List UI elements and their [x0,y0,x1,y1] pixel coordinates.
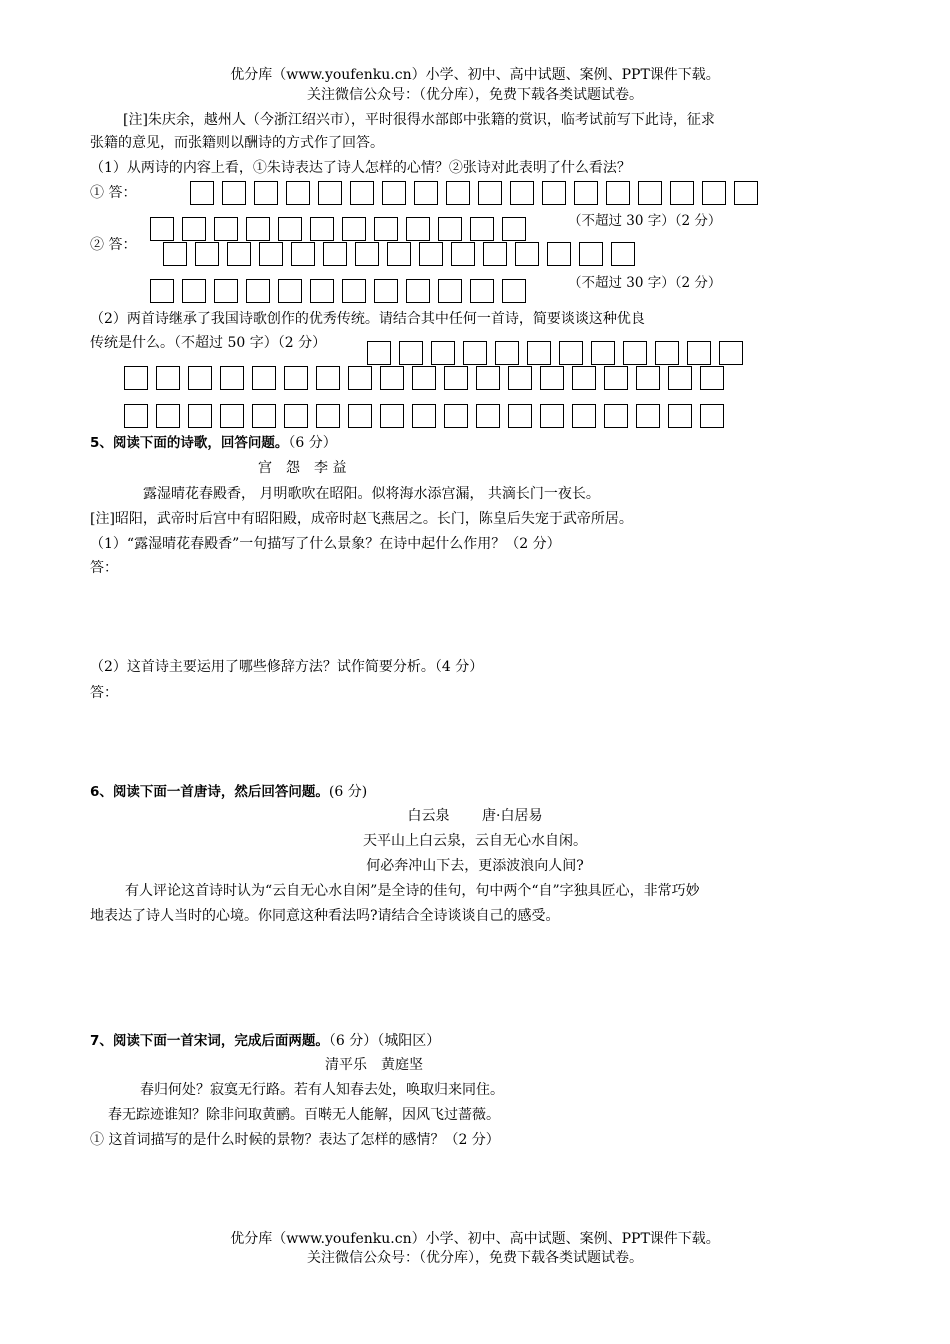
answer-cell[interactable] [227,242,251,266]
answer-cell[interactable] [438,279,462,303]
answer-cell[interactable] [246,217,270,241]
answer-cell[interactable] [188,404,212,428]
answer-cell[interactable] [604,404,628,428]
answer-grid-row[interactable] [124,366,724,390]
q6-poem-title: 白云泉 唐·白居易 [407,808,543,824]
answer-cell[interactable] [156,366,180,390]
answer-cell[interactable] [470,217,494,241]
answer-cell[interactable] [252,404,276,428]
answer-cell[interactable] [355,242,379,266]
answer-cell[interactable] [284,404,308,428]
header-line-2: 关注微信公众号：（优分库），免费下载各类试题试卷。 [307,87,643,103]
answer-cell[interactable] [438,217,462,241]
answer-cell[interactable] [182,217,206,241]
answer-cell[interactable] [446,181,470,205]
answer-cell[interactable] [252,366,276,390]
answer-cell[interactable] [316,366,340,390]
answer-cell[interactable] [470,279,494,303]
answer-cell[interactable] [527,341,551,365]
answer-cell[interactable] [444,366,468,390]
answer-cell[interactable] [476,404,500,428]
q7-poem-line-2: 春无踪迹谁知？除非问取黄鹂。百啭无人能解，因风飞过蔷薇。 [108,1107,500,1123]
answer-cell[interactable] [476,366,500,390]
answer-cell[interactable] [374,279,398,303]
q5-answer-2-label: 答： [90,685,118,701]
q6-score: (6 分) [328,784,368,800]
answer-cell[interactable] [700,366,724,390]
footer-line-1: 优分库（www.youfenku.cn）小学、初中、高中试题、案例、PPT课件下载。 [230,1231,720,1247]
q4-answer-1-limit: （不超过 30 字）（2 分） [568,213,722,229]
q5-answer-1-label: 答： [90,560,118,576]
answer-cell[interactable] [572,404,596,428]
answer-grid-row[interactable] [190,181,758,205]
answer-cell[interactable] [406,217,430,241]
answer-cell[interactable] [495,341,519,365]
answer-cell[interactable] [611,242,635,266]
answer-cell[interactable] [419,242,443,266]
answer-cell[interactable] [246,279,270,303]
answer-grid-row[interactable] [124,404,724,428]
answer-cell[interactable] [502,279,526,303]
q6-title: 6、阅读下面一首唐诗，然后回答问题。 [90,784,329,800]
q6-heading [90,782,367,802]
q6-poem-line-2: 何必奔冲山下去，更添波浪向人间? [366,858,584,874]
answer-cell[interactable] [444,404,468,428]
q7-poem-title: 清平乐 黄庭坚 [325,1057,423,1073]
answer-cell[interactable] [380,366,404,390]
answer-cell[interactable] [719,341,743,365]
q4-note-line-1: [注]朱庆余，越州人（今浙江绍兴市），平时很得水部郎中张籍的赏识，临考试前写下此诗，征求 [123,112,715,128]
answer-grid-row[interactable] [163,242,635,266]
answer-cell[interactable] [508,366,532,390]
answer-cell[interactable] [399,341,423,365]
answer-cell[interactable] [150,279,174,303]
q5-score: （6 分） [288,435,337,451]
q6-prompt-line-1: 有人评论这首诗时认为“云自无心水自闲”是全诗的佳句，句中两个“自”字独具匠心，非常巧妙 [125,883,700,899]
answer-cell[interactable] [323,242,347,266]
q5-note: [注]昭阳，武帝时后宫中有昭阳殿，成帝时赵飞燕居之。长门，陈皇后失宠于武帝所居。 [90,511,633,527]
answer-cell[interactable] [547,242,571,266]
q4-note-line-2: 张籍的意见，而张籍则以酬诗的方式作了回答。 [90,135,384,151]
answer-cell[interactable] [348,366,372,390]
answer-cell[interactable] [451,242,475,266]
answer-cell[interactable] [579,242,603,266]
answer-cell[interactable] [190,181,214,205]
q4-answer-2-limit: （不超过 30 字）（2 分） [568,275,722,291]
answer-cell[interactable] [220,366,244,390]
answer-cell[interactable] [214,279,238,303]
answer-cell[interactable] [310,279,334,303]
q5-poem: 露湿晴花春殿香， 月明歌吹在昭阳。似将海水添宫漏， 共滴长门一夜长。 [143,486,600,502]
answer-cell[interactable] [406,279,430,303]
answer-cell[interactable] [387,242,411,266]
answer-cell[interactable] [670,181,694,205]
answer-grid-row[interactable] [150,217,526,241]
answer-cell[interactable] [700,404,724,428]
answer-cell[interactable] [702,181,726,205]
answer-cell[interactable] [318,181,342,205]
answer-cell[interactable] [367,341,391,365]
q4-sub-question-2-line-2: 传统是什么。（不超过 50 字）（2 分） [90,335,327,351]
q4-sub-question-2-line-1: （2）两首诗继承了我国诗歌创作的优秀传统。请结合其中任何一首诗，简要谈谈这种优良 [90,311,645,327]
answer-cell[interactable] [559,341,583,365]
q7-poem-line-1: 春归何处？寂寞无行路。若有人知春去处，唤取归来同住。 [140,1082,504,1098]
answer-cell[interactable] [510,181,534,205]
answer-cell[interactable] [214,217,238,241]
answer-cell[interactable] [124,366,148,390]
answer-cell[interactable] [382,181,406,205]
answer-cell[interactable] [342,217,366,241]
answer-grid-row[interactable] [150,279,526,303]
answer-cell[interactable] [163,242,187,266]
answer-cell[interactable] [350,181,374,205]
answer-grid-row[interactable] [367,341,743,365]
q5-heading [90,433,337,453]
answer-cell[interactable] [604,366,628,390]
answer-cell[interactable] [412,366,436,390]
footer-line-2: 关注微信公众号：（优分库），免费下载各类试题试卷。 [307,1250,643,1266]
q6-poem-line-1: 天平山上白云泉，云自无心水自闲。 [363,833,587,849]
answer-cell[interactable] [655,341,679,365]
answer-cell[interactable] [636,366,660,390]
answer-cell[interactable] [591,341,615,365]
q4-sub-question-1: （1）从两诗的内容上看，①朱诗表达了诗人怎样的心情？②张诗对此表明了什么看法？ [90,160,631,176]
answer-cell[interactable] [195,242,219,266]
answer-cell[interactable] [254,181,278,205]
answer-cell[interactable] [574,181,598,205]
answer-cell[interactable] [342,279,366,303]
q7-title: 7、阅读下面一首宋词，完成后面两题。 [90,1033,329,1049]
answer-cell[interactable] [278,217,302,241]
q5-sub-question-2: （2）这首诗主要运用了哪些修辞方法？试作简要分析。（4 分） [90,659,484,675]
answer-cell[interactable] [182,279,206,303]
q6-prompt-line-2: 地表达了诗人当时的心境。你同意这种看法吗?请结合全诗谈谈自己的感受。 [90,908,560,924]
answer-cell[interactable] [374,217,398,241]
answer-cell[interactable] [636,404,660,428]
answer-cell[interactable] [540,404,564,428]
answer-cell[interactable] [380,404,404,428]
answer-cell[interactable] [606,181,630,205]
q4-answer-2-label: ② 答： [90,237,137,253]
answer-cell[interactable] [414,181,438,205]
answer-cell[interactable] [638,181,662,205]
answer-cell[interactable] [310,217,334,241]
answer-cell[interactable] [278,279,302,303]
answer-cell[interactable] [668,404,692,428]
answer-cell[interactable] [623,341,647,365]
answer-cell[interactable] [483,242,507,266]
answer-cell[interactable] [316,404,340,428]
answer-cell[interactable] [508,404,532,428]
answer-cell[interactable] [259,242,283,266]
q5-title: 5、阅读下面的诗歌，回答问题。 [90,435,289,451]
answer-cell[interactable] [542,181,566,205]
answer-cell[interactable] [734,181,758,205]
answer-cell[interactable] [222,181,246,205]
answer-cell[interactable] [572,366,596,390]
answer-cell[interactable] [291,242,315,266]
header-line-1: 优分库（www.youfenku.cn）小学、初中、高中试题、案例、PPT课件下载。 [230,67,720,83]
q7-score: （6 分）（城阳区） [328,1033,441,1049]
q7-sub-question-1: ① 这首词描写的是什么时候的景物？表达了怎样的感情？（2 分） [90,1132,500,1148]
answer-cell[interactable] [124,404,148,428]
answer-cell[interactable] [150,217,174,241]
answer-cell[interactable] [463,341,487,365]
answer-cell[interactable] [156,404,180,428]
answer-cell[interactable] [220,404,244,428]
answer-cell[interactable] [188,366,212,390]
answer-cell[interactable] [502,217,526,241]
answer-cell[interactable] [687,341,711,365]
answer-cell[interactable] [515,242,539,266]
q5-poem-title: 宫 怨 李 益 [258,460,347,476]
answer-cell[interactable] [478,181,502,205]
answer-cell[interactable] [668,366,692,390]
answer-cell[interactable] [286,181,310,205]
q5-sub-question-1: （1）“露湿晴花春殿香”一句描写了什么景象？在诗中起什么作用？（2 分） [90,536,561,552]
answer-cell[interactable] [540,366,564,390]
answer-cell[interactable] [348,404,372,428]
answer-cell[interactable] [431,341,455,365]
answer-cell[interactable] [412,404,436,428]
q4-answer-1-label: ① 答： [90,185,137,201]
q7-heading [90,1031,440,1051]
answer-cell[interactable] [284,366,308,390]
